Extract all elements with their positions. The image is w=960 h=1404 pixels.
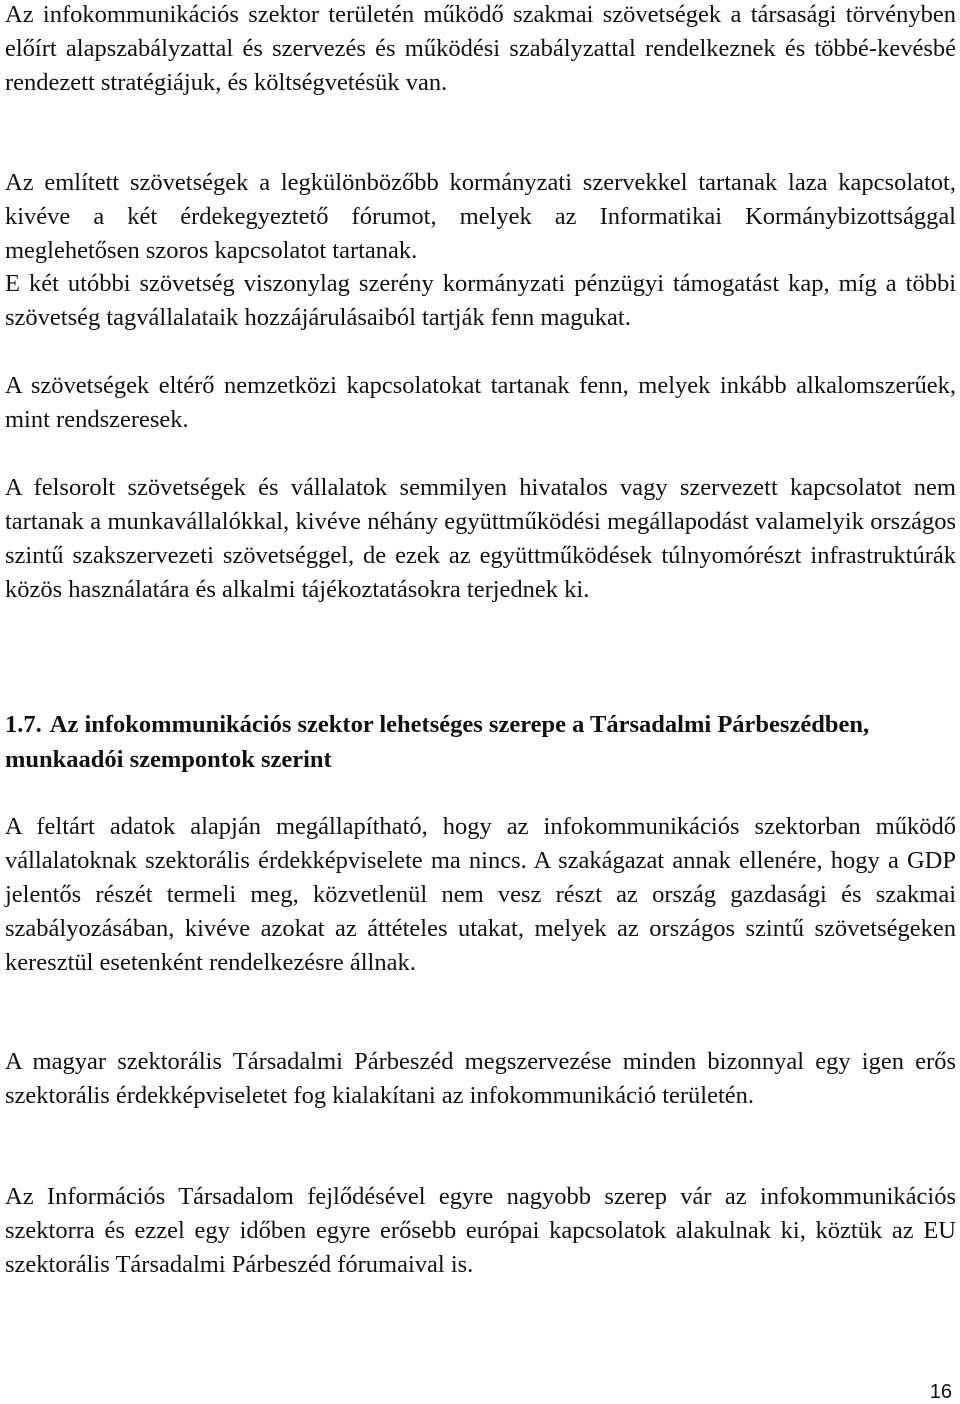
paragraph-sector-representation: A feltárt adatok alapján megállapítható, hogy az infokommunikációs szektorban működő vállalatoknak szektorális érdekképviselete ma nincs. A szakágazat annak ellenére, hogy a GDP jelentős részét termeli meg, közvetlenül nem vesz részt az ország gazdasági és szakmai szabályozásában, kivéve azokat az áttételes utakat, melyek az országos szintű szövetségeken keresztül esetenként rendelkezésre állnak. [5, 813, 956, 976]
paragraph-government-relations: Az említett szövetségek a legkülönbözőbb kormányzati szervekkel tartanak laza kapcsolatot, kivéve a két érdekegyeztető fórumot, melyek az Informatikai Kormánybizottsággal meglehetősen szoros kapcsolatot tartanak. [5, 169, 956, 264]
paragraph-social-dialogue: A magyar szektorális Társadalmi Párbeszéd megszervezése minden bizonnyal egy igen erős szektorális érdekképviseletet fog kialakítani az infokommunikáció területén. [5, 1048, 956, 1109]
paragraph-funding: E két utóbbi szövetség viszonylag szerény kormányzati pénzügyi támogatást kap, míg a többi szövetség tagvállalataik hozzájárulásaiból tartják fenn magukat. [5, 270, 956, 331]
section-title: Az infokommunikációs szektor lehetséges szerepe a Társadalmi Párbeszédben, munkaadói szempontok szerint [5, 711, 870, 773]
section-heading [5, 707, 956, 777]
paragraph-employee-relations: A felsorolt szövetségek és vállalatok semmilyen hivatalos vagy szervezett kapcsolatot nem tartanak a munkavállalókkal, kivéve néhány együttműködési megállapodást valamelyik országos szintű szakszervezeti szövetséggel, de ezek az együttműködések túlnyomórészt infrastruktúrák közös használatára és alkalmi tájékoztatásokra terjednek ki. [5, 474, 956, 603]
paragraph-information-society: Az Információs Társadalom fejlődésével egyre nagyobb szerep vár az infokommunikációs szektorra és ezzel egy időben egyre erősebb európai kapcsolatok alakulnak ki, köztük az EU szektorális Társadalmi Párbeszéd fórumaival is. [5, 1183, 956, 1278]
paragraph-associations-statutes: Az infokommunikációs szektor területén működő szakmai szövetségek a társasági törvényben előírt alapszabályzattal és szervezés és működési szabályzattal rendelkeznek és többé-kevésbé rendezett stratégiájuk, és költségvetésük van. [5, 1, 956, 96]
paragraph-international-relations: A szövetségek eltérő nemzetközi kapcsolatokat tartanak fenn, melyek inkább alkalomszerűek, mint rendszeresek. [5, 372, 956, 433]
page-number: 16 [929, 1381, 952, 1403]
section-number: 1.7. [5, 711, 42, 738]
